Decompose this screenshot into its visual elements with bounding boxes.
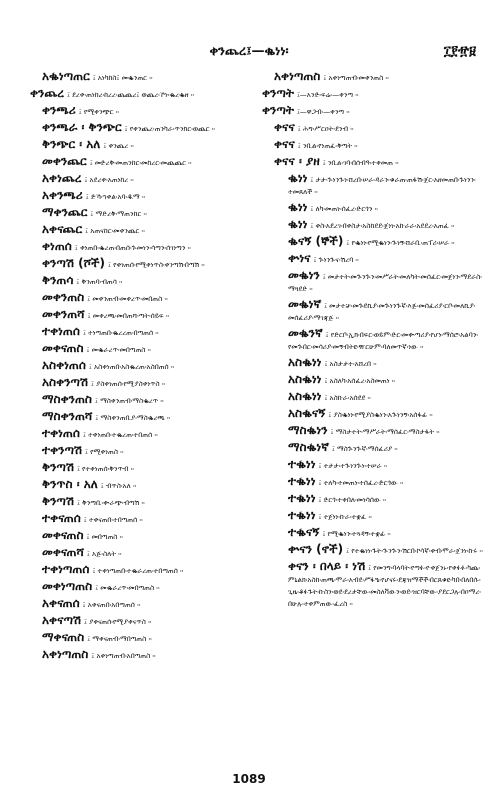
- entry-definition: ፤ የሚቀንጭር ፡፡: [78, 108, 120, 116]
- entry-definition: ፤ የተቀነጠሰ፡ቅንጥብ ፡፡: [76, 465, 135, 473]
- dictionary-entry: [30, 648, 256, 662]
- entry-definition: ፤ የሚቈነን፡ተጓዳኝ፡ተቋፊ ፡፡: [322, 530, 391, 538]
- entry-definition: ፤ ድርጎ፡ተቀበለ፡መነሳሰው ፡፡: [318, 496, 387, 504]
- entry-headword: መቀንጨር: [42, 154, 87, 168]
- entry-headword: መቀናጠስ: [42, 341, 84, 355]
- left-column: [30, 70, 256, 665]
- entry-definition: ፤ ማስጕንጕኛ፡ማሰፈሪያ ፡፡: [331, 445, 398, 453]
- dictionary-entry: [262, 218, 488, 232]
- ethiopic-page-number: ፲፻፹፱: [443, 44, 476, 59]
- dictionary-entry: [30, 206, 256, 220]
- entry-headword: ተቈነነ: [288, 457, 316, 471]
- dictionary-entry: [262, 172, 488, 198]
- dictionary-entry: [262, 269, 488, 295]
- entry-headword: ቅንጭር ፡ አለ: [42, 137, 101, 151]
- entry-definition: ፤ መበጣጠስ ፡፡: [86, 533, 123, 541]
- entry-headword: መቈነኛ: [288, 297, 322, 311]
- entry-headword: ቀናን ፡ በላይ ፡ ነሽ: [288, 559, 366, 573]
- entry-headword: አቀነጨረ: [42, 171, 82, 185]
- entry-definition: ፤ ደረቀ፡ጠነከረ፡ከረረ፡ጨጨረ፤ ወጨረ፡ኾነ፡ቈረቈዘ ፡፡: [66, 91, 195, 99]
- dictionary-entry: [30, 393, 256, 407]
- entry-headword: አስቀነጠሰ: [42, 358, 86, 372]
- entry-definition: ፤ አቀነጣጠብ፡መቀንጠስ ፡፡: [323, 74, 389, 82]
- dictionary-entry: [30, 597, 256, 611]
- dictionary-entry: [262, 560, 488, 610]
- entry-headword: ቅንጥስ ፡ አለ: [42, 477, 98, 491]
- dictionary-entry: [30, 529, 256, 543]
- dictionary-entry: [30, 495, 256, 509]
- entry-headword: አቀናጨር: [42, 222, 83, 236]
- dictionary-entry: [30, 308, 256, 322]
- right-column: [262, 70, 488, 613]
- entry-definition: ፤ መቈራረጥ፡መበጣጠስ ፡፡: [95, 584, 160, 592]
- dictionary-entry: [262, 104, 488, 118]
- dictionary-entry: [30, 87, 256, 101]
- entry-headword: ቀናና: [274, 120, 295, 134]
- entry-headword: መቈነን: [288, 268, 320, 282]
- entry-headword: ቀንጫሪ: [42, 103, 76, 117]
- entry-headword: ተቀነጠሰ: [42, 426, 80, 440]
- dictionary-entry: [262, 87, 488, 101]
- entry-headword: አስቈነነ: [288, 372, 322, 386]
- dictionary-entry: [30, 512, 256, 526]
- entry-headword: አቀነጣጠስ: [274, 69, 321, 83]
- entry-headword: ቀንጨረ: [30, 86, 64, 100]
- dictionary-entry: [262, 373, 488, 387]
- entry-headword: ተቈነነ: [288, 474, 316, 488]
- entry-headword: ቀናና: [274, 137, 295, 151]
- entry-headword: አስቈናኝ: [288, 406, 326, 420]
- dictionary-entry: [30, 410, 256, 424]
- dictionary-entry: [30, 359, 256, 373]
- entry-definition: ፤ ያቀናጠሰ፡የሚያቀናጥስ ፡፡: [84, 618, 152, 626]
- entry-headword: አቈነጣጠር: [42, 69, 90, 83]
- entry-headword: አቀናጠሰ: [42, 596, 80, 610]
- entry-definition: ፤ የመንግ፡ባላባት፡የጣፉ፡ዮቀጀንኑ፡የቀፉፉ፡ካጨ፡ምኒልክ፡አስከ፡ጠጫ፡ሞራ፡አብደ፡ሥፋዔ፡የሆናሩ፡ደጃዝማችች፡በርጸቁዩ፡ካበ፡በለበሱ፡ጊዜ፡ቆፉጉት፡ኩስን፡ወደ፡ደረታቸው፡መስለቫውን፡ወደ፡ዝርባቸው፡ያደርጋሉ፡በዐማረ፡በሁሉ፡ተቀምጠው፡ፈረስ ፡፡: [288, 564, 481, 608]
- entry-definition: ፤ መቀንጠብ፡መቀረጥ፡መበጠስ ፡፡: [87, 295, 168, 303]
- entry-definition: ፤ የሚቀነጠስ ፡፡: [85, 448, 124, 456]
- entry-headword: አቀነጣጠስ: [42, 647, 89, 661]
- entry-headword: ቀንጫራ ፡ ቅንጭር: [42, 120, 122, 134]
- entry-headword: ቈናኝ (ኞች): [288, 234, 344, 248]
- entry-definition: ፤ አጠናከር፡መቀንጨር ፡፡: [85, 227, 145, 235]
- dictionary-entry: [30, 155, 256, 169]
- entry-headword: ማስቀንጠስ: [42, 392, 92, 406]
- entry-headword: ተቈነነ: [288, 491, 316, 505]
- entry-definition: ፤ ተለካ፡ተመጠነ፡ተሰፈረ፡ድርጎው ፡፡: [318, 479, 404, 487]
- entry-headword: ቍናን (ኖች): [288, 542, 344, 556]
- dictionary-entry: [30, 104, 256, 118]
- entry-headword: መቀንጠስ: [42, 290, 85, 304]
- entry-definition: ፤ የተቈነነ፡ጉት፡ጕንጕን፡ሽርበ፡ኮሳኛ፡ቀብ፡ሞራ፡ጀንነ፡ኩሩ ፡፡: [346, 547, 483, 555]
- dictionary-entry: [30, 121, 256, 135]
- entry-headword: ማስቀንጠሻ: [42, 409, 93, 423]
- dictionary-entry: [30, 631, 256, 645]
- entry-headword: አስቀንጣሽ: [42, 375, 88, 389]
- dictionary-entry: [262, 526, 488, 540]
- entry-headword: ተቈነነ: [288, 508, 316, 522]
- dictionary-entry: [262, 201, 488, 215]
- dictionary-entry: [30, 614, 256, 628]
- dictionary-entry: [30, 461, 256, 475]
- entry-definition: ፤ መቈራረጥ፡መበጣጠስ ፡፡: [86, 346, 151, 354]
- entry-headword: መቈንኛ: [288, 326, 323, 340]
- entry-headword: ማስቈነን: [288, 423, 328, 437]
- dictionary-entry: [262, 441, 488, 455]
- entry-definition: ፤—ዋጋብ፡—ቀንጣ ፡፡: [296, 108, 350, 116]
- entry-headword: ቀነጠሰ: [42, 239, 72, 253]
- entry-headword: ቀንጣት: [262, 86, 294, 100]
- dictionary-entry: [262, 235, 488, 249]
- dictionary-entry: [30, 70, 256, 84]
- entry-definition: ፤ አቀነጣጠብ፡አበጣጠስ ፡፡: [91, 652, 156, 660]
- entry-headword: ቈነነ: [288, 171, 308, 185]
- dictionary-entry: [262, 252, 488, 266]
- dictionary-entry: [30, 342, 256, 356]
- entry-definition: ፤ ሕግ፡ሥርዐት፡ደንብ ፡፡: [297, 125, 354, 133]
- entry-headword: ቅንጠሳ: [42, 273, 74, 287]
- entry-definition: ፤ ቅንጠባ፡ብጠሳ ፡፡: [76, 278, 123, 286]
- entry-definition: ፤ የቀንጨረ፡ጠንካራ፡ጥንክር፡ወጨር ፡፡: [124, 125, 215, 133]
- entry-headword: ቅንጣሽ: [42, 460, 74, 474]
- running-header-title: ቀንጨረ፤—ቈነነ፡: [209, 44, 289, 59]
- entry-definition: ፤ አቀናጠበ፡አበጣጠሰ ፡፡: [82, 601, 141, 609]
- entry-headword: መቀነጣጠስ: [42, 579, 93, 593]
- dictionary-entry: [262, 475, 488, 489]
- entry-definition: ፤ ተቀነጠበ፡ተቈረጠ፡ተበጠሰ ፡፡: [82, 431, 158, 439]
- entry-definition: ፤ መታተቻ፡መጕደኪያ፡መጕነንጕኛ፡እጅ፡መሰፈሪያ፡ርቦ፡መለኪያ፡መሰፈሪያ፡ማገጃጅ ፡፡: [288, 302, 476, 322]
- entry-headword: ቍነና: [288, 251, 311, 265]
- page-number: 1089: [232, 772, 266, 786]
- entry-headword: ቀንጣት: [262, 103, 294, 117]
- entry-definition: ፤ ተታታ፡ተጕነንጕነ፡ተሠራ ፡፡: [318, 462, 388, 470]
- entry-definition: ፤ ቅንጣቢ፡ቍራጭ፡ብጣሽ ፡፡: [76, 499, 145, 507]
- entry-definition: ፤ ቀነጠበ፡ቈረጠ፡በጠሰ፡ጕመነን፡ሳጣን፡ሰገነጣን ፡፡: [74, 244, 191, 252]
- dictionary-entry: [30, 580, 256, 594]
- entry-definition: ፤ የቈነነ፡የሚቈነን፡ጕነኝ፡ሸራቢ፡ጠፐሪ፡ሠራ ፡፡: [346, 239, 455, 247]
- dictionary-entry: [30, 240, 256, 254]
- entry-headword: ተቀነጣጠሰ: [42, 562, 90, 576]
- entry-headword: ማቀናጠስ: [42, 630, 85, 644]
- entry-headword: ቈነነ: [288, 200, 308, 214]
- dictionary-entry: [262, 121, 488, 135]
- entry-definition: ፤ ታታ፡ጕነንጕነ፡ሸረበ፡ሠራ፡ዳራን፡ቁራጠ፡ጠፋሽ፡ጀር፡አዘመጠበ፡ጉነንን፡ተመጸለች ፡፡: [288, 176, 476, 196]
- entry-definition: ፤ ድኻ፡ኀቀል፡አባ፡ዱማ ፡፡: [85, 193, 146, 201]
- entry-definition: ፤ ማስቀንጠብ፡ማስቈረጥ ፡፡: [94, 397, 164, 405]
- dictionary-entry: [30, 376, 256, 390]
- entry-definition: ፤ ንቢል፡ገባ፡በሰብዓ፡ተቀመጠ ፡፡: [322, 159, 399, 167]
- dictionary-entry: [262, 155, 488, 169]
- dictionary-entry: [262, 407, 488, 421]
- dictionary-entry: [30, 257, 256, 271]
- entry-headword: መቀናጠሻ: [42, 545, 84, 559]
- dictionary-entry: [30, 274, 256, 288]
- entry-headword: ቀናና ፡ ያዘ: [274, 154, 320, 168]
- entry-headword: አስቈነነ: [288, 389, 322, 403]
- entry-definition: ፤ ማቀናጠብ፡ማበጣጠስ ፡፡: [87, 635, 152, 643]
- entry-definition: ፤ የድርቦ፡ኢክ፡በፍር፡ወይም፡ድር፡መቍጣሪያ፡የሆነ፡ማሰሮ፡አልባን፡የመጕበር፡መሳሪያ፡መኝብትዩ፡ዥርሁም፡ባለመጥኛ፡ነው ፡፡: [288, 331, 479, 351]
- entry-definition: ፤ ጕነንጕና፡ሽረባ ፡፡: [313, 256, 359, 264]
- entry-definition: ፤ ማስቀንጠቢያ፡ማስቈረጫ ፡፡: [95, 414, 171, 422]
- dictionary-entry: [30, 291, 256, 305]
- entry-headword: መቀንጠሻ: [42, 307, 85, 321]
- dictionary-entry: [262, 138, 488, 152]
- dictionary-entry: [30, 325, 256, 339]
- entry-headword: ተቈናኝ: [288, 525, 320, 539]
- dictionary-entry: [30, 563, 256, 577]
- dictionary-entry: [262, 327, 488, 353]
- entry-definition: ፤ ንቢል፡የነጠፈ፡ቅጣት ፡፡: [297, 142, 358, 150]
- entry-definition: ፤ ተቀነጣጠበ፡ተቈራረጠ፡ተበጣጠሰ ፡፡: [92, 567, 184, 575]
- page-header: [0, 44, 498, 66]
- entry-definition: ፤ ማድረቅ፡ማጠንከር ፡፡: [90, 210, 147, 218]
- dictionary-entry: [262, 509, 488, 523]
- entry-headword: አስቈነነ: [288, 355, 322, 369]
- dictionary-entry: [262, 70, 488, 84]
- dictionary-entry: [30, 138, 256, 152]
- dictionary-entry: [30, 444, 256, 458]
- entry-definition: ፤ የቀነጠሰ፡የሚቀነጥስ፡ቀንጣሽ፡በጣሽ ፡፡: [108, 261, 205, 269]
- entry-definition: ፤ መታተት፡መጕንጕን፡መሥራት፡መለካት፡መሰፈር፡መጀነን፡ማደራስ፡ማጓደድ ፡፡: [288, 273, 482, 293]
- entry-definition: ፤ አስታታተ፡አሸረበ ፡፡: [324, 360, 377, 368]
- entry-definition: ፤ ቀንጨረ ፡፡: [103, 142, 134, 150]
- dictionary-entry: [30, 478, 256, 492]
- entry-headword: ቈነነ: [288, 217, 308, 231]
- entry-definition: ፤ ቀስ፡አደረገ፡በቀስታ፡አስከደደ፡ጀነነ፡አኩራራ፡አደደረ፡አጠፈ ፡፡: [310, 222, 455, 230]
- entry-headword: ማስቈነኛ: [288, 440, 329, 454]
- entry-headword: ቅንጣሽ: [42, 494, 74, 508]
- entry-definition: ፤ ተቀናጠበ፡ተበጣጠሰ ፡፡: [83, 516, 143, 524]
- entry-definition: ፤ ማስታተት፡ማሥራት፡ማሰፈር፡ማስታፋት ፡፡: [330, 428, 440, 436]
- entry-headword: አቀናጣሽ: [42, 613, 82, 627]
- entry-definition: ፤ ተነጣጠበ፡ቈረረጠ፡በጣጠሰ ፡፡: [82, 329, 159, 337]
- entry-definition: ፤ አስለካ፡አሰፈረ፡አስመጠነ ፡፡: [324, 377, 396, 385]
- entry-definition: ፤ አነካከስ፤ መቈንጠር ፡፡: [92, 74, 153, 82]
- dictionary-entry: [262, 390, 488, 404]
- entry-headword: መቀናጠስ: [42, 528, 84, 542]
- dictionary-entry: [262, 298, 488, 324]
- entry-headword: አቀንጫሪ: [42, 188, 83, 202]
- entry-definition: ፤ ተጀነነ፡ኩራ፡ተቋፈ ፡፡: [318, 513, 372, 521]
- entry-headword: ተቀንጣሽ: [42, 443, 83, 457]
- entry-definition: ፤ ብጥስ፡አለ ፡፡: [100, 482, 137, 490]
- entry-definition: ፤ መቀረጫ፡መበጠሻ፡ጣት፡ሰይፍ ፡፡: [87, 312, 170, 320]
- dictionary-entry: [262, 356, 488, 370]
- entry-definition: ፤—አንድ፡ፍሬ፡—ቀንጣ ፡፡: [296, 91, 359, 99]
- entry-definition: ፤ ለካ፡መጠነ፡ሰፈረ፡ድርጎን ፡፡: [310, 205, 378, 213]
- entry-headword: ቀንጣሽ (ሾች): [42, 256, 106, 270]
- entry-definition: ፤ አደረቀ፡አጠነከረ ፡፡: [84, 176, 134, 184]
- entry-definition: ፤ አጅ፡ስለት ፡፡: [86, 550, 122, 558]
- entry-headword: ተቀናጠሰ: [42, 511, 81, 525]
- dictionary-entry: [30, 189, 256, 203]
- entry-definition: ፤ መድረቅ፡መጠንከር፡መከረር፡መጨጨር ፡፡: [89, 159, 192, 167]
- dictionary-entry: [30, 427, 256, 441]
- dictionary-entry: [30, 546, 256, 560]
- dictionary-entry: [262, 424, 488, 438]
- dictionary-entry: [262, 543, 488, 557]
- dictionary-entry: [262, 492, 488, 506]
- dictionary-entry: [262, 458, 488, 472]
- entry-definition: ፤ አስቀነጠበ፡አስቈረጠ፡አስበጠሰ ፡፡: [88, 363, 175, 371]
- entry-definition: ፤ ያስቈነነ፡የሚያስቈነን፡አጕነንኝ፡አሰፋፊ ፡፡: [328, 411, 433, 419]
- entry-headword: ማቀንጨር: [42, 205, 88, 219]
- dictionary-entry: [30, 172, 256, 186]
- dictionary-entry: [30, 223, 256, 237]
- entry-definition: ፤ ያስቀነጠሰ፡የሚያስቀነጥስ ፡፡: [91, 380, 166, 388]
- entry-headword: ተቀነጠሰ: [42, 324, 80, 338]
- entry-definition: ፤ አስኩራ፡አሰደደ ፡፡: [324, 394, 371, 402]
